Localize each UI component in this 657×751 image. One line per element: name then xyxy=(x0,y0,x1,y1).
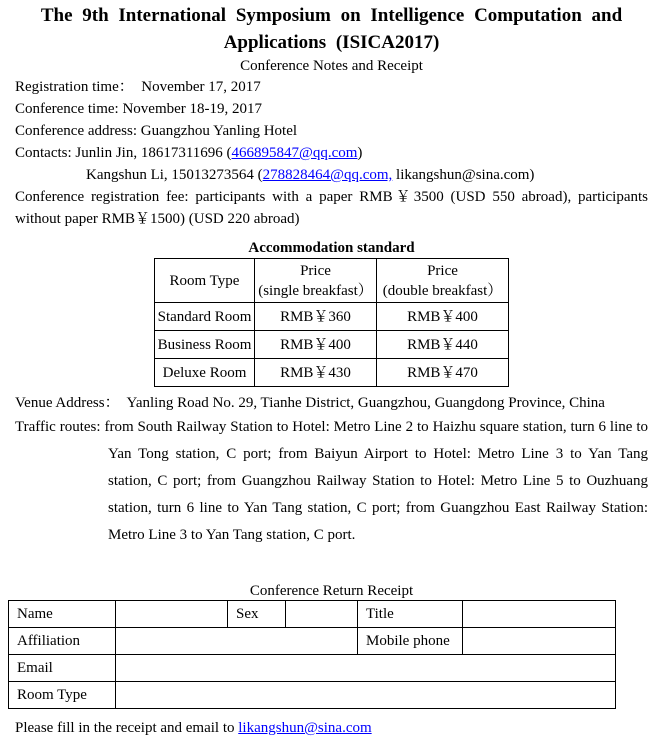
receipt-title: Conference Return Receipt xyxy=(249,583,414,599)
footer-text: Please fill in the receipt and email to xyxy=(15,720,239,736)
footer-instruction xyxy=(15,717,648,739)
contacts-suffix: ) xyxy=(357,145,363,161)
receipt-table xyxy=(8,600,616,709)
room-type-header: Room Type xyxy=(155,259,255,303)
price-cell: RMB￥360 xyxy=(255,303,377,331)
price-single-title: Price xyxy=(300,262,331,279)
receipt-row-email xyxy=(9,655,616,682)
affiliation-label: Affiliation xyxy=(9,628,116,655)
mobile-phone-label: Mobile phone xyxy=(358,628,463,655)
room-name-cell: Business Room xyxy=(155,331,255,359)
contacts-line-1 xyxy=(15,142,648,164)
venue-address-line: Venue Address： Yanling Road No. 29, Tianhe District, Guangzhou, Guangdong Province, China xyxy=(15,395,605,411)
table-row xyxy=(155,359,509,387)
price-double-subtitle: (double breakfast） xyxy=(382,282,503,299)
sex-label: Sex xyxy=(228,601,286,628)
conference-address-line: Conference address: Guangzhou Yanling Hotel xyxy=(15,123,298,139)
receipt-row-affiliation xyxy=(9,628,616,655)
traffic-routes-paragraph: Traffic routes: from South Railway Station to Hotel: Metro Line 2 to Haizhu square station, turn 6 line to Yan Tong station, C port; from Baiyun Airport to Hotel: Metro Line 3 to Yan Tang station, C port; from Guangzhou Railway Station to Hotel: Metro Line 5 to Ouzhuang station, turn 6 line to Yan Tang station, C port; from Guangzhou East Railway Station: Metro Line 3 to Yan Tang station, C port. xyxy=(15,419,648,543)
price-cell: RMB￥470 xyxy=(377,359,509,387)
document-title xyxy=(15,2,648,56)
receipt-row-room-type xyxy=(9,682,616,709)
accommodation-header-row xyxy=(155,259,509,303)
contacts-line-2 xyxy=(15,164,648,186)
table-row xyxy=(155,303,509,331)
footer-email-link[interactable]: likangshun@sina.com xyxy=(238,720,372,736)
document-subtitle: Conference Notes and Receipt xyxy=(240,58,423,74)
contact2-suffix: likangshun@sina.com) xyxy=(392,167,535,183)
conference-time-line: Conference time: November 18-19, 2017 xyxy=(15,101,263,117)
contact2-email-link[interactable]: 278828464@qq.com, xyxy=(262,167,393,183)
registration-time-line: Registration time： November 17, 2017 xyxy=(15,79,261,95)
contacts-prefix: Contacts: Junlin Jin, 18617311696 ( xyxy=(15,145,232,161)
email-value-cell[interactable] xyxy=(116,655,616,682)
price-cell: RMB￥400 xyxy=(377,303,509,331)
receipt-row-name xyxy=(9,601,616,628)
name-label: Name xyxy=(9,601,116,628)
title-line-2: Applications (ISICA2017) xyxy=(223,32,440,53)
price-cell: RMB￥430 xyxy=(255,359,377,387)
room-type-value-cell[interactable] xyxy=(116,682,616,709)
affiliation-value-cell[interactable] xyxy=(116,628,358,655)
room-type-label: Room Type xyxy=(9,682,116,709)
title-value-cell[interactable] xyxy=(463,601,616,628)
price-double-header xyxy=(377,259,509,303)
price-cell: RMB￥440 xyxy=(377,331,509,359)
title-label: Title xyxy=(358,601,463,628)
mobile-phone-value-cell[interactable] xyxy=(463,628,616,655)
table-row xyxy=(155,331,509,359)
accommodation-title: Accommodation standard xyxy=(248,240,415,256)
sex-value-cell[interactable] xyxy=(286,601,358,628)
price-single-subtitle: (single breakfast） xyxy=(258,282,373,299)
registration-fee-paragraph: Conference registration fee: participants with a paper RMB￥3500 (USD 550 abroad), participants without paper RMB￥1500) (USD 220 abroad) xyxy=(15,189,648,227)
accommodation-table xyxy=(154,258,509,387)
contact2-prefix: Kangshun Li, 15013273564 ( xyxy=(86,167,263,183)
price-double-title: Price xyxy=(427,262,458,279)
price-single-header xyxy=(255,259,377,303)
email-label: Email xyxy=(9,655,116,682)
room-name-cell: Deluxe Room xyxy=(155,359,255,387)
title-line-1: The 9th International Symposium on Intelligence Computation and xyxy=(40,5,623,26)
room-name-cell: Standard Room xyxy=(155,303,255,331)
name-value-cell[interactable] xyxy=(116,601,228,628)
price-cell: RMB￥400 xyxy=(255,331,377,359)
contact1-email-link[interactable]: 466895847@qq.com xyxy=(231,145,358,161)
